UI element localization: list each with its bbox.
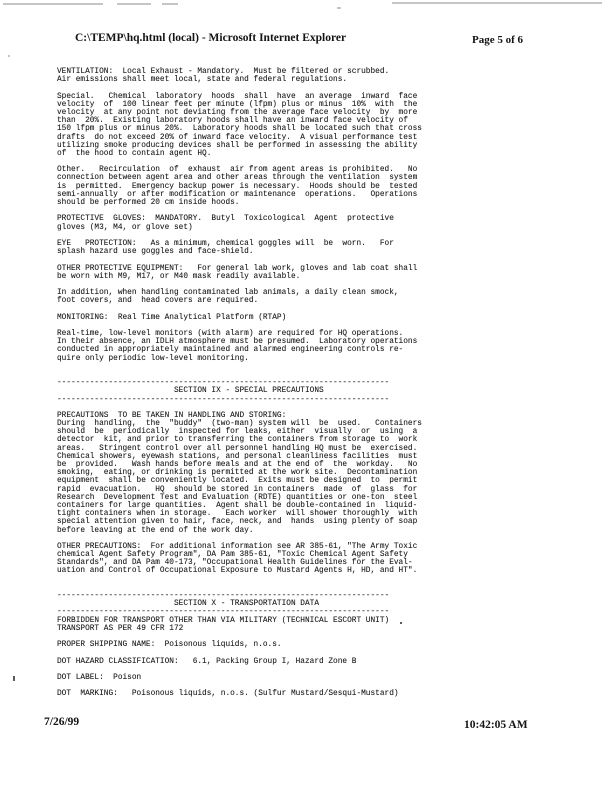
document-line (57, 256, 597, 264)
document-line: smoking, eating, or drinking is permitted at the work site. Decontamination (57, 469, 418, 478)
document-line: During handling, the "buddy" (two-man) system will be used. Containers (57, 420, 422, 429)
document-line: FORBIDDEN FOR TRANSPORT OTHER THAN VIA MILITARY (TECHNICAL ESCORT UNIT) (57, 616, 390, 625)
document-line: In addition, when handling contaminated lab animals, a daily clean smock, (57, 289, 399, 298)
document-line: quire only periodic low-level monitoring. (57, 354, 249, 363)
document-line: Air emissions shall meet local, state and federal regulations. (57, 76, 348, 85)
document-line: chemical Agent Safety Program", DA Pam 385-61, "Toxic Chemical Agent Safety (57, 551, 408, 560)
document-line: gloves (M3, M4, or glove set) (57, 223, 193, 232)
document-line: utilizing smoke producing devices shall be performed in assessing the ability (57, 141, 418, 150)
document-line: foot covers, and head covers are required. (57, 297, 259, 306)
document-line (57, 576, 597, 584)
document-line: velocity of 100 linear feet per minute (lfpm) plus or minus 10% with the (57, 100, 418, 109)
document-line: is permitted. Emergency backup power is necessary. Hoods should be tested (57, 182, 418, 191)
scan-artifact (337, 7, 341, 9)
document-line: Research Development Test and Evaluation (RDTE) quantities or one-ton steel (57, 493, 418, 502)
document-line: OTHER PROTECTIVE EQUIPMENT: For general lab work, gloves and lab coat shall (57, 264, 418, 273)
document-line: ----------------------------------------------------------------------- (57, 608, 390, 617)
document-line: TRANSPORT AS PER 49 CFR 172 (57, 624, 184, 633)
document-line: special attention given to hair, face, neck, and hands using plenty of soap (57, 518, 418, 527)
document-line: rapid evacuation. HQ should be stored in containers made of glass for (57, 485, 418, 494)
document-line: detector kit, and prior to transferring the containers from storage to work (57, 436, 418, 445)
document-line: should be performed 20 cm inside hoods. (57, 199, 240, 207)
document-line: areas. Stringent control over all personnel handling HQ must be exercised. (57, 444, 418, 453)
document-line: DOT HAZARD CLASSIFICATION: 6.1, Packing Group I, Hazard Zone B (57, 657, 357, 666)
document-line: of the hood to contain agent HQ. (57, 149, 212, 158)
document-line (57, 666, 597, 674)
document-line: conducted in appropriately maintained and alarmed engineering controls re- (57, 346, 404, 355)
document-line (57, 232, 597, 240)
document-line: uation and Control of Occupational Exposure to Mustard Agents H, HD, and HT". (57, 567, 418, 576)
document-line: PROPER SHIPPING NAME: Poisonous liquids, n.o.s. (57, 641, 282, 650)
document-line: than 20%. Existing laboratory hoods shall have an inward face velocity of (57, 117, 408, 126)
document-line: PRECAUTIONS TO BE TAKEN IN HANDLING AND STORING: (57, 411, 287, 420)
document-line: Other. Recirculation of exhaust air from agent areas is prohibited. No (57, 166, 418, 175)
document-line (57, 535, 597, 543)
document-line: In their absence, an IDLH atmosphere must be presumed. Laboratory operations (57, 338, 418, 347)
document-line: ----------------------------------------------------------------------- (57, 379, 390, 388)
document-line: VENTILATION: Local Exhaust - Mandatory. Must be filtered or scrubbed. (57, 68, 390, 76)
page-number-indicator: Page 5 of 6 (472, 34, 524, 46)
document-line: velocity at any point not deviating from the average face velocity by more (57, 108, 418, 117)
scan-artifact (8, 55, 10, 57)
document-line: equipment shall be conveniently located. Exits must be designed to permit (57, 477, 418, 486)
document-line: semi-annually or after modification or maintenance operations. Operations (57, 190, 418, 199)
scan-artifact (13, 676, 15, 681)
document-text (57, 68, 597, 698)
document-line (57, 404, 597, 412)
document-line: MONITORING: Real Time Analytical Platform (RTAP) (57, 313, 287, 322)
document-line: be worn with M9, M17, or M40 mask readily available. (57, 272, 301, 281)
document-line: ----------------------------------------------------------------------- (57, 395, 390, 404)
document-line: OTHER PRECAUTIONS: For additional information see AR 385-61, "The Army Toxic (57, 542, 418, 551)
document-line: should be periodically inspected for leaks, either visually or using a (57, 428, 418, 437)
browser-print-header-title: C:\TEMP\hq.html (local) - Microsoft Internet Explorer (75, 32, 347, 44)
document-line (57, 363, 597, 371)
document-line: ----------------------------------------------------------------------- (57, 592, 390, 600)
document-line (57, 281, 597, 289)
document-line: DOT MARKING: Poisonous liquids, n.o.s. (Sulfur Mustard/Sesqui-Mustard) (57, 690, 399, 699)
document-line: Standards", and DA Pam 40-173, "Occupational Health Guidelines for the Eval- (57, 559, 413, 568)
document-line: be provided. Wash hands before meals and at the end of the workday. No (57, 461, 418, 469)
document-line (57, 84, 597, 92)
document-line (57, 371, 597, 379)
document-line: Chemical showers, eyewash stations, and personal cleanliness facilities must (57, 452, 418, 461)
document-line: DOT LABEL: Poison (57, 673, 142, 682)
document-line: Real-time, low-level monitors (with alarm) are required for HQ operations. (57, 330, 404, 338)
scan-artifact (3, 3, 103, 5)
scan-artifact (117, 3, 151, 5)
document-line: connection between agent area and other areas through the ventilation system (57, 174, 418, 183)
document-line: 150 lfpm plus or minus 20%. Laboratory hoods shall be located such that cross (57, 125, 422, 134)
document-line: EYE PROTECTION: As a minimum, chemical goggles will be worn. For (57, 239, 394, 248)
document-line: Special. Chemical laboratory hoods shall have an average inward face (57, 92, 418, 101)
document-line: PROTECTIVE GLOVES: MANDATORY. Butyl Toxicological Agent protective (57, 215, 394, 224)
document-line (57, 584, 597, 592)
document-line: tight containers when in storage. Each worker will shower thoroughly with (57, 510, 418, 519)
document-line: containers for large quantities. Agent shall be double-contained in liquid- (57, 501, 418, 510)
document-line: SECTION X - TRANSPORTATION DATA (57, 600, 320, 609)
document-line (57, 305, 597, 313)
document-line: splash hazard use goggles and face-shield. (57, 248, 254, 257)
print-footer-date: 7/26/99 (44, 716, 80, 728)
scan-artifact (162, 3, 178, 5)
document-line: SECTION IX - SPECIAL PRECAUTIONS (57, 387, 324, 396)
document-line (57, 633, 597, 641)
print-footer-time: 10:42:05 AM (464, 719, 528, 731)
document-line: before leaving at the end of the work day. (57, 526, 254, 535)
document-line (57, 322, 597, 330)
document-line (57, 649, 597, 657)
scan-artifact (392, 2, 602, 4)
document-line: drafts do not exceed 20% of inward face velocity. A visual performance test (57, 133, 418, 142)
